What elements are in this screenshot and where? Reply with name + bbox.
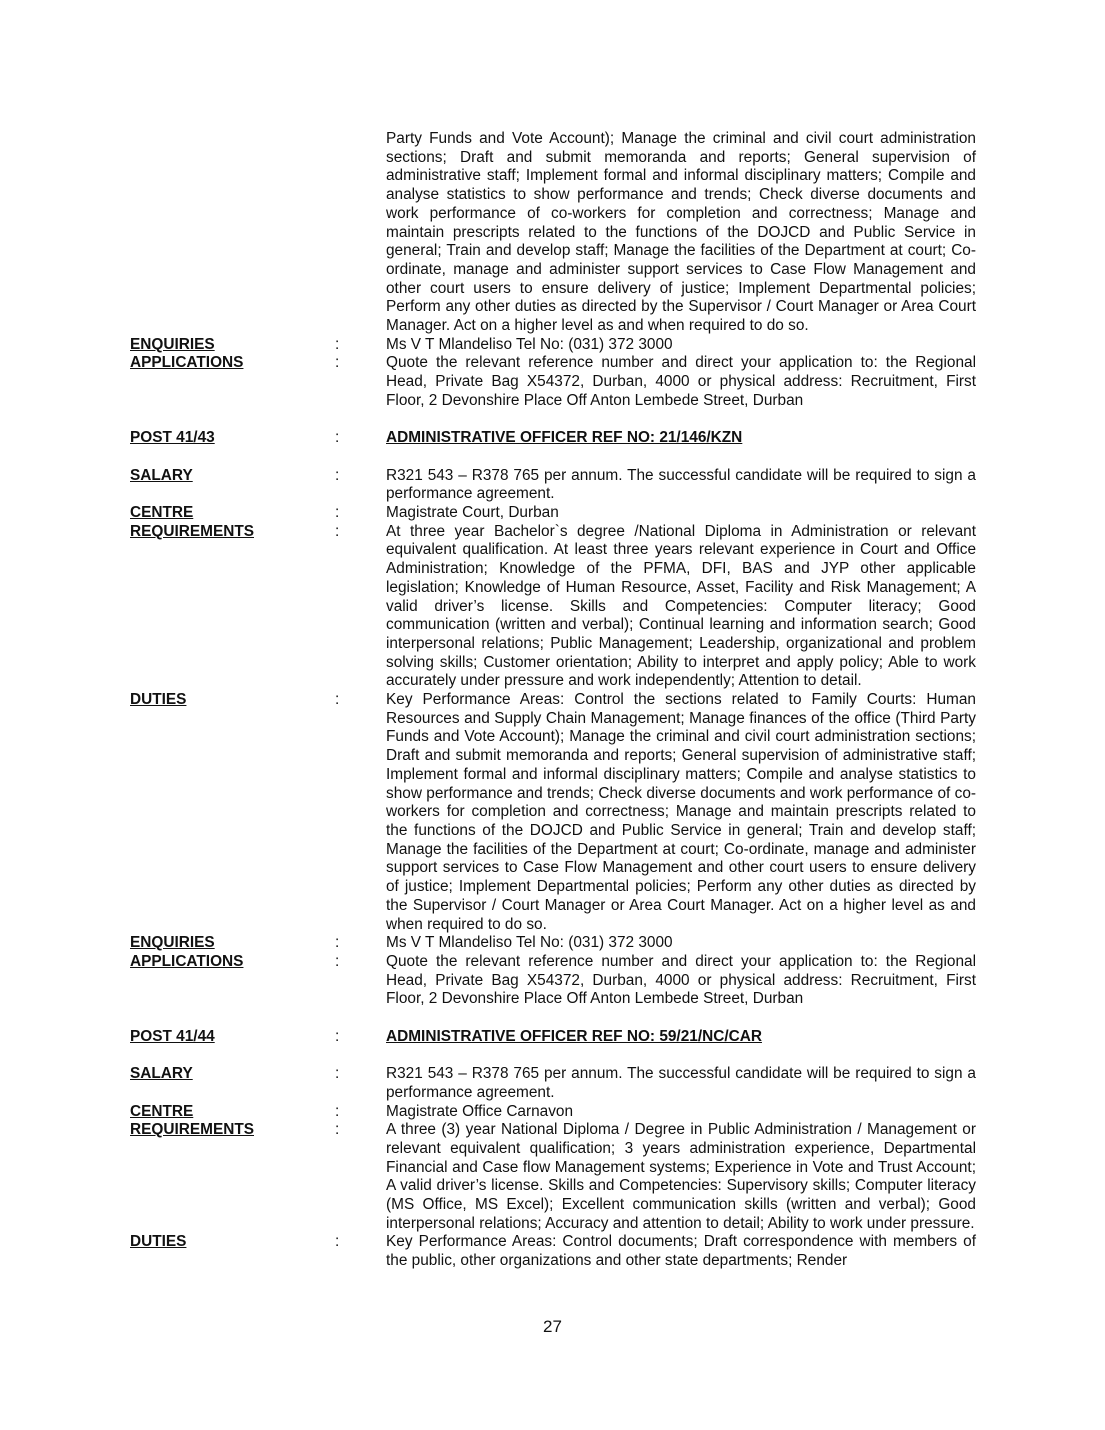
requirements-row <box>130 523 976 691</box>
duties-row <box>130 1233 976 1270</box>
colon: : <box>335 691 340 709</box>
enquiries-row <box>130 336 976 355</box>
document-body <box>130 130 976 1271</box>
centre-row <box>130 504 976 523</box>
applications-row <box>130 354 976 410</box>
applications-row <box>130 953 976 1009</box>
post-title: ADMINISTRATIVE OFFICER REF NO: 21/146/KZN <box>386 429 743 447</box>
page-number: 27 <box>543 1317 562 1336</box>
requirements-value: At three year Bachelor`s degree /National Diploma in Administration or relevant equivalent qualification. At least three years relevant experience in Court and Office Administration; Knowledge of the PFMA, DFI, BAS and JYP other applicable legislation; Knowledge of Human Resource, Asset, Facility and Risk Management; A valid driver’s license. Skills and Competencies: Computer literacy; Good communication (written and verbal); Continual learning and information search; Good interpersonal relations; Public Management; Leadership, organizational and problem solving skills; Customer orientation; Ability to interpret and apply policy; Able to work accurately under pressure and work independently; Attention to detail. <box>386 522 976 690</box>
colon: : <box>335 522 340 540</box>
centre-value: Magistrate Court, Durban <box>386 504 559 522</box>
duties-value: Key Performance Areas: Control documents; Draft correspondence with members of the public, other organizations and other state departments; Render <box>386 1233 976 1270</box>
enquiries-row <box>130 934 976 953</box>
requirements-label: REQUIREMENTS <box>130 1121 254 1139</box>
requirements-label: REQUIREMENTS <box>130 522 254 540</box>
colon: : <box>335 354 340 372</box>
colon: : <box>335 1121 340 1139</box>
enquiries-label: ENQUIRIES <box>130 934 215 952</box>
enquiries-value: Ms V T Mlandeliso Tel No: (031) 372 3000 <box>386 335 673 353</box>
post-heading-row <box>130 429 976 448</box>
centre-label: CENTRE <box>130 504 194 522</box>
post-label: POST 41/43 <box>130 429 215 447</box>
duties-continuation-text: Party Funds and Vote Account); Manage the criminal and civil court administration sections; Draft and submit memoranda and reports; General supervision of administrative staff; Implement formal and informal disciplinary matters; Compile and analyse statistics to show performance and trends; Check diverse documents and work performance of co-workers for completion and correctness; Manage and maintain prescripts related to the functions of the DOJCD and Public Service in general; Train and develop staff; Manage the facilities of the Department at court; Co-ordinate, manage and administer support services to Case Flow Management and other court users to ensure delivery of justice; Implement Departmental policies; Perform any other duties as directed by the Supervisor / Court Manager or Area Court Manager. Act on a higher level as and when required to do so. <box>386 130 976 335</box>
colon: : <box>335 466 340 484</box>
centre-value: Magistrate Office Carnavon <box>386 1102 574 1120</box>
requirements-row <box>130 1121 976 1233</box>
salary-value: R321 543 – R378 765 per annum. The successful candidate will be required to sign a performance agreement. <box>386 466 976 503</box>
duties-value: Key Performance Areas: Control the sections related to Family Courts: Human Resources and Supply Chain Management; Manage finances of the office (Third Party Funds and Vote Account); Manage the criminal and civil court administration sections; Draft and submit memoranda and reports; General supervision of administrative staff; Implement formal and informal disciplinary matters; Compile and analyse statistics to show performance and trends; Check diverse documents and work performance of co-workers for completion and correctness; Manage and maintain prescripts related to the functions of the DOJCD and Public Service in general; Train and develop staff; Manage the facilities of the Department at court; Co-ordinate, manage and administer support services to Case Flow Management and other court users to ensure delivery of justice; Implement Departmental policies; Perform any other duties as directed by the Supervisor / Court Manager or Area Court Manager. Act on a higher level as and when required to do so. <box>386 691 976 933</box>
requirements-value: A three (3) year National Diploma / Degree in Public Administration / Management or relevant equivalent qualification; 3 years administration experience, Departmental Financial and Case flow Management systems; Experience in Vote and Trust Account; A valid driver’s license. Skills and Competencies: Supervisory skills; Computer literacy (MS Office, MS Excel); Excellent communication skills (written and verbal); Good interpersonal relations; Accuracy and attention to detail; Ability to work under pressure. <box>386 1121 976 1232</box>
centre-row <box>130 1103 976 1122</box>
applications-label: APPLICATIONS <box>130 952 244 970</box>
colon: : <box>335 1065 340 1083</box>
salary-value: R321 543 – R378 765 per annum. The successful candidate will be required to sign a performance agreement. <box>386 1065 976 1101</box>
colon: : <box>335 1233 340 1251</box>
applications-value: Quote the relevant reference number and direct your application to: the Regional Head, Private Bag X54372, Durban, 4000 or physical address: Recruitment, First Floor, 2 Devonshire Place Off Anton Lembede Street, Durban <box>386 354 976 409</box>
enquiries-label: ENQUIRIES <box>130 335 215 353</box>
applications-label: APPLICATIONS <box>130 354 244 372</box>
colon: : <box>335 1027 340 1045</box>
colon: : <box>335 504 340 522</box>
duties-label: DUTIES <box>130 691 187 709</box>
colon: : <box>335 335 340 353</box>
post-heading-row <box>130 1028 976 1047</box>
salary-label: SALARY <box>130 466 193 484</box>
duties-continuation-row <box>130 130 976 336</box>
applications-value: Quote the relevant reference number and direct your application to: the Regional Head, Private Bag X54372, Durban, 4000 or physical address: Recruitment, First Floor, 2 Devonshire Place Off Anton Lembede Street, Durban <box>386 952 976 1008</box>
post-label: POST 41/44 <box>130 1027 215 1045</box>
enquiries-value: Ms V T Mlandeliso Tel No: (031) 372 3000 <box>386 934 673 952</box>
colon: : <box>335 952 340 970</box>
salary-row <box>130 467 976 504</box>
duties-row <box>130 691 976 934</box>
post-title: ADMINISTRATIVE OFFICER REF NO: 59/21/NC/CAR <box>386 1027 762 1045</box>
colon: : <box>335 1102 340 1120</box>
duties-label: DUTIES <box>130 1233 187 1251</box>
colon: : <box>335 429 340 447</box>
salary-label: SALARY <box>130 1065 193 1083</box>
salary-row <box>130 1065 976 1102</box>
colon: : <box>335 934 340 952</box>
centre-label: CENTRE <box>130 1102 194 1120</box>
